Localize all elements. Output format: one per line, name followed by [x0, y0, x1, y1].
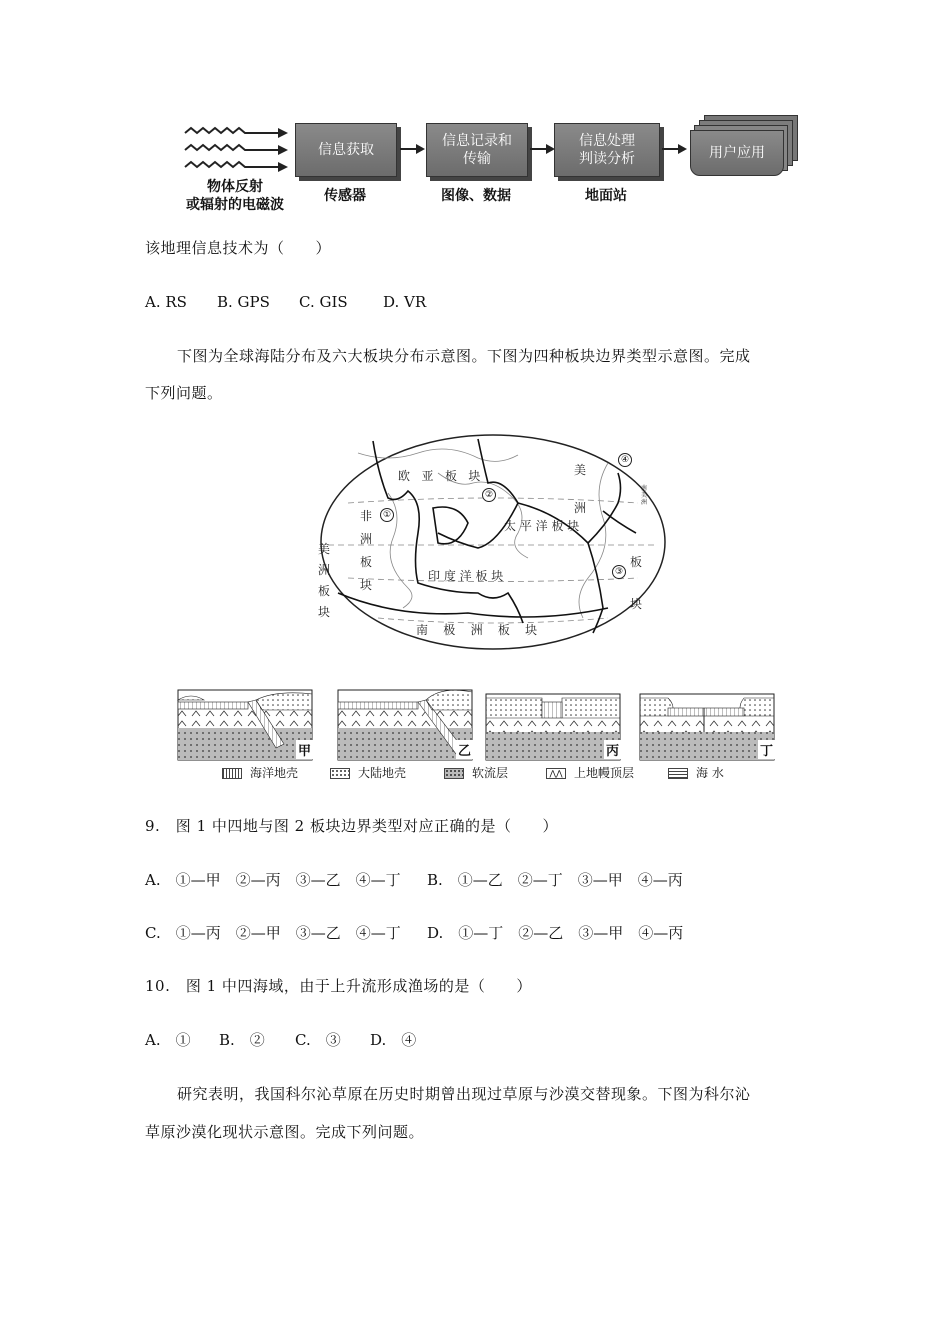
arrow-right-icon [400, 143, 426, 155]
q10-option-c[interactable]: C. ③ [295, 1031, 341, 1049]
legend-seawater: 海 水 [668, 764, 724, 781]
arrow-right-icon [530, 143, 556, 155]
q8-options [145, 291, 426, 313]
q8-option-a[interactable]: A. RS [145, 293, 187, 311]
q8-option-c[interactable]: C. GIS [299, 293, 348, 311]
legend-oceanic-crust: 海洋地壳 [222, 764, 298, 781]
em-wave-arrows-icon [180, 123, 290, 178]
arrow-right-icon [662, 143, 688, 155]
q9-option-d[interactable]: D. ①—丁 ②—乙 ③—甲 ④—丙 [427, 924, 684, 942]
flow-box-user: 用户应用 [690, 130, 784, 176]
map-marker-2: ② [482, 488, 496, 502]
plate-label-african: 非 洲 板 块 [360, 509, 373, 592]
boundary-panel-ding [640, 694, 774, 760]
flow-caption-sensor: 传感器 [324, 188, 366, 204]
q9-option-c[interactable]: C. ①—丙 ②—甲 ③—乙 ④—丁 [145, 924, 401, 942]
boundary-panel-bing [486, 694, 620, 760]
intro1-line2: 下列问题。 [145, 384, 223, 402]
q8-stem: 该地理信息技术为（ ） [145, 239, 332, 257]
q10-option-d[interactable]: D. ④ [370, 1031, 417, 1049]
legend-upper-mantle: ⋀⋀ 上地幔顶层 [546, 764, 634, 781]
plate-label-small: 南 美 洲 [641, 485, 648, 506]
flow-caption-ground-station: 地面站 [585, 188, 627, 204]
flow-box-record: 信息记录和 传输 [426, 123, 528, 177]
plate-label-eurasian: 欧 亚 板 块 [398, 469, 481, 483]
panel-label-ding: 丁 [758, 740, 775, 759]
legend-asthenosphere: 软流层 [444, 764, 508, 781]
q9-options-row2 [145, 922, 683, 944]
flow-box-process: 信息处理 判读分析 [554, 123, 660, 177]
intro1-line1: 下图为全球海陆分布及六大板块分布示意图。下图为四种板块边界类型示意图。完成 [177, 347, 751, 365]
q10-option-b[interactable]: B. ② [219, 1031, 265, 1049]
q10-options [145, 1029, 416, 1051]
q8-option-b[interactable]: B. GPS [217, 293, 270, 311]
plate-label-indian: 印 度 洋 板 块 [428, 569, 504, 583]
q10-option-a[interactable]: A. ① [145, 1031, 191, 1049]
panel-label-jia: 甲 [296, 740, 313, 759]
plate-label-pacific: 太 平 洋 板 块 [504, 519, 580, 533]
q10-stem: 10. 图 1 中四海域，由于上升流形成渔场的是（ ） [145, 977, 532, 995]
q9-option-a[interactable]: A. ①—甲 ②—丙 ③—乙 ④—丁 [145, 871, 401, 889]
plate-label-antarctic: 南 极 洲 板 块 [416, 623, 538, 637]
panel-label-yi: 乙 [456, 740, 473, 759]
flow-source-label: 物体反射 或辐射的电磁波 [186, 179, 284, 213]
flow-box-acquire: 信息获取 [295, 123, 397, 177]
plate-label-american-east-bottom: 板 块 [630, 555, 643, 611]
document-stack-icon [690, 115, 800, 185]
legend-continental-crust: 大陆地壳 [330, 764, 406, 781]
intro2-line1: 研究表明，我国科尔沁草原在历史时期曾出现过草原与沙漠交替现象。下图为科尔沁 [177, 1085, 751, 1103]
plate-label-american-east-top: 美 洲 [574, 463, 587, 515]
q9-stem: 9. 图 1 中四地与图 2 板块边界类型对应正确的是（ ） [145, 817, 558, 835]
plate-boundary-diagrams [176, 688, 780, 780]
q9-options-row1 [145, 869, 683, 891]
world-plate-map [318, 433, 668, 651]
panel-label-bing: 丙 [604, 740, 621, 759]
boundary-panel-jia [178, 690, 312, 760]
map-marker-3: ③ [612, 565, 626, 579]
boundary-panel-yi [338, 690, 472, 760]
q8-option-d[interactable]: D. VR [383, 293, 427, 311]
remote-sensing-flow-diagram [180, 115, 800, 215]
map-marker-1: ① [380, 508, 394, 522]
intro2-line2: 草原沙漠化现状示意图。完成下列问题。 [145, 1123, 425, 1141]
flow-caption-data: 图像、数据 [441, 188, 511, 204]
q9-option-b[interactable]: B. ①—乙 ②—丁 ③—甲 ④—丙 [427, 871, 683, 889]
plate-label-american-west: 美 洲 板 块 [318, 542, 331, 619]
map-marker-4: ④ [618, 453, 632, 467]
